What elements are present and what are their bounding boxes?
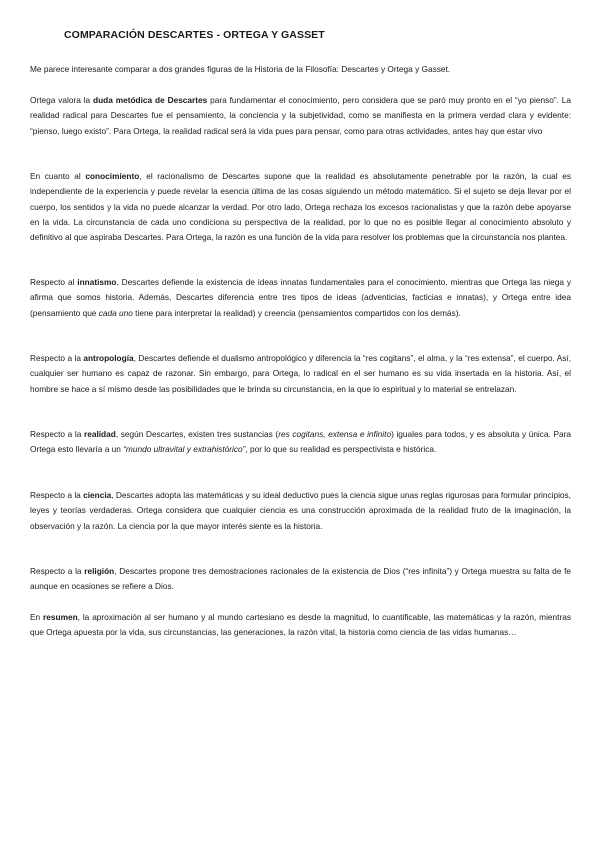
paragraph-religion: Respecto a la religión, Descartes propone tres demostraciones racionales de la existencia de Dios (“res infinita”) y Ortega muestra su falta de fe aunque en ocasiones se refiere a Dios. [30, 566, 571, 592]
paragraph-innatismo: Respecto al innatismo, Descartes defiende la existencia de ideas innatas fundamentales para el conocimiento, mientras que Ortega las niega y afirma que somos historia. Además, Descartes diferencia entre tres tipos de ideas (adventicias, facticias e innatas), y Ortega entre idea (pensamiento que cada uno tiene para interpretar la realidad) y creencia (pensamientos compartidos con los demás). [30, 277, 572, 318]
paragraph-antropologia: Respecto a la antropología, Descartes defiende el dualismo antropológico y diferencia la “res cogitans”, el alma, y la “res extensa”, el cuerpo. Así, cualquier ser humano es capaz de razonar. Sin embargo, para Ortega, lo radical en el ser humano es su vida insertada en la historia. Así, el hombre se hace a sí mismo desde las posibilidades que le brinda su circunstancia, en la que lo espiritual y lo material se entrelazan. [30, 353, 572, 394]
keyword-conocimiento: conocimiento [85, 171, 140, 181]
paragraph-duda-metodica: Ortega valora la duda metódica de Descartes para fundamentar el conocimiento, pero considera que se paró muy pronto en el “yo pienso”. La realidad radical para Descartes fue el pensamiento, la conciencia y la subjetividad, como se manifiesta en la primera verdad clara y evidente: “pienso, luego existo”. Para Ortega, la realidad radical será la vida pues para pensar, como para otras actividades, antes hay que estar vivo [30, 95, 572, 136]
document-title: COMPARACIÓN DESCARTES - ORTEGA Y GASSET [64, 29, 325, 41]
paragraph-ciencia: Respecto a la ciencia, Descartes adopta las matemáticas y su ideal deductivo pues la ciencia sigue unas reglas rigurosas para formular principios, leyes y teorías verdaderas. Ortega considera que cualquier ciencia es una construcción aproximada de la realidad fruto de la imaginación, la observación y la razón. La ciencia por la que mayor interés siente es la historia. [30, 490, 571, 531]
keyword-ciencia: ciencia [83, 490, 112, 500]
keyword-duda-metodica: duda metódica de Descartes [93, 95, 208, 105]
paragraph-conocimiento: En cuanto al conocimiento, el racionalismo de Descartes supone que la realidad es absolutamente penetrable por la razón, la cual es independiente de la experiencia y puede revelar la esencia última de las cosas siguiendo un método matemático. Si el sujeto se deja llevar por el cuerpo, los sentidos y la vida no puede alcanzar la verdad. Por otro lado, Ortega rechaza los excesos racionalistas y que la razón debe apoyarse en la vida. La circunstancia de cada uno condiciona su perspectiva de la realidad, por lo que no es posible llegar al conocimiento absoluto y definitivo al que aspiraba Descartes. Para Ortega, la razón es una función de la vida para resolver los problemas que la circunstancia nos plantea. [30, 171, 571, 243]
keyword-innatismo: innatismo [77, 277, 117, 287]
intro-paragraph: Me parece interesante comparar a dos grandes figuras de la Historia de la Filosofía: Descartes y Ortega y Gasset. [30, 64, 451, 74]
keyword-realidad: realidad [83, 429, 116, 439]
paragraph-resumen: En resumen, la aproximación al ser humano y al mundo cartesiano es desde la magnitud, lo cuantificable, las matemáticas y la razón, mientras que Ortega apuesta por la vida, sus circunstancias, las generaciones, la razón vital, la historia como ciencia de las vidas humanas… [30, 612, 571, 638]
paragraph-realidad: Respecto a la realidad, según Descartes, existen tres sustancias (res cogitans, extensa e infinito) iguales para todos, y es absoluta y única. Para Ortega esto llevaría a un “mundo ultravital y extrahistórico”, por lo que su realidad es perspectivista e histórica. [30, 429, 571, 455]
keyword-antropologia: antropología [83, 353, 134, 363]
keyword-religion: religión [84, 566, 115, 576]
keyword-resumen: resumen [43, 612, 78, 622]
